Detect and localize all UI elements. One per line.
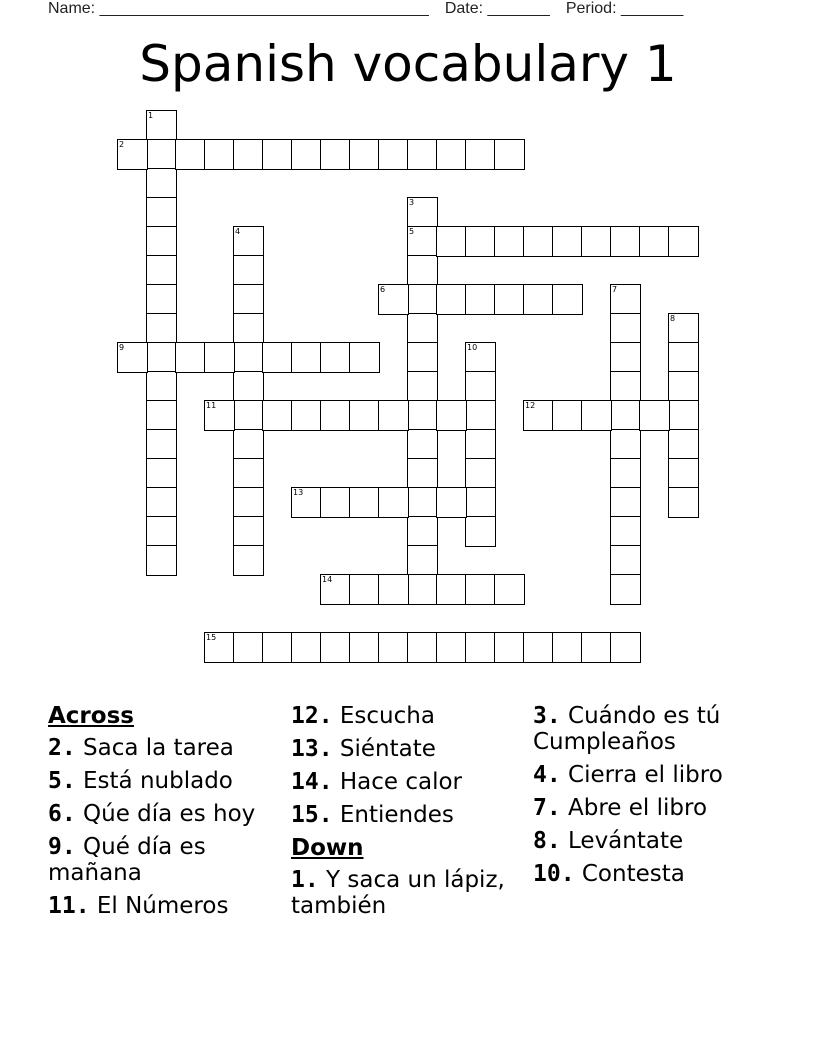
grid-cell[interactable] [611, 227, 640, 256]
grid-cell[interactable] [321, 401, 350, 430]
grid-cell[interactable] [379, 285, 408, 314]
period-label: Period: [565, 0, 617, 17]
cell-number: 12 [525, 401, 536, 410]
grid-cell[interactable] [466, 140, 495, 169]
grid-cell[interactable] [669, 488, 698, 517]
grid-cell[interactable] [205, 140, 234, 169]
grid-cell[interactable] [234, 459, 263, 488]
grid-cell[interactable] [147, 372, 176, 401]
across-heading: Across [48, 703, 134, 729]
clue-text: Levántate [560, 828, 684, 854]
clue-item [533, 703, 783, 755]
grid-cell[interactable] [321, 140, 350, 169]
grid-cell[interactable] [263, 401, 292, 430]
grid-cell[interactable] [234, 372, 263, 401]
grid-cell[interactable] [408, 401, 437, 430]
clue-item [533, 828, 783, 854]
grid-cell[interactable] [495, 575, 524, 604]
clue-item [291, 769, 526, 795]
grid-cell[interactable] [669, 314, 698, 343]
grid-cell[interactable] [292, 140, 321, 169]
clue-text: Qué día es mañana [48, 834, 206, 886]
grid-cell[interactable] [321, 488, 350, 517]
grid-cell[interactable] [147, 140, 176, 169]
grid-cell[interactable] [408, 285, 437, 314]
clue-number: 6. [48, 801, 76, 827]
grid-cell[interactable] [524, 633, 553, 662]
grid-cell[interactable] [234, 343, 263, 372]
grid-cell[interactable] [234, 285, 263, 314]
grid-cell[interactable] [350, 140, 379, 169]
grid-cell[interactable] [669, 430, 698, 459]
grid-cell[interactable] [379, 575, 408, 604]
grid-cell[interactable] [466, 430, 495, 459]
grid-cell[interactable] [437, 633, 466, 662]
grid-cell[interactable] [408, 517, 437, 546]
grid-cell[interactable] [234, 546, 263, 575]
clue-item [48, 893, 283, 919]
grid-cell[interactable] [611, 343, 640, 372]
grid-cell[interactable] [524, 285, 553, 314]
grid-cell[interactable] [147, 227, 176, 256]
date-label: Date: [444, 0, 484, 17]
grid-cell[interactable] [147, 111, 176, 140]
grid-cell[interactable] [321, 575, 350, 604]
clue-item [48, 801, 283, 827]
down-heading: Down [291, 835, 364, 861]
grid-cell[interactable] [292, 488, 321, 517]
grid-cell[interactable] [147, 256, 176, 285]
grid-cell[interactable] [147, 285, 176, 314]
clue-number: 2. [48, 735, 76, 761]
grid-cell[interactable] [640, 227, 669, 256]
grid-cell[interactable] [437, 285, 466, 314]
grid-cell[interactable] [553, 285, 582, 314]
clue-number: 5. [48, 768, 76, 794]
clue-text: Contesta [574, 861, 685, 887]
grid-cell[interactable] [205, 343, 234, 372]
clue-text: Cierra el libro [560, 762, 723, 788]
grid-cell[interactable] [437, 227, 466, 256]
grid-cell[interactable] [147, 169, 176, 198]
clue-number: 12. [291, 703, 333, 729]
grid-cell[interactable] [437, 401, 466, 430]
grid-cell[interactable] [611, 517, 640, 546]
grid-cell[interactable] [611, 372, 640, 401]
clue-number: 10. [533, 861, 575, 887]
grid-cell[interactable] [176, 343, 205, 372]
clue-text: El Números [89, 893, 229, 919]
grid-cell[interactable] [118, 343, 147, 372]
grid-cell[interactable] [582, 633, 611, 662]
grid-cell[interactable] [611, 285, 640, 314]
clue-text: Cuándo es tú Cumpleaños [533, 703, 721, 755]
cell-number: 9 [119, 343, 125, 352]
grid-cell[interactable] [466, 372, 495, 401]
grid-cell[interactable] [147, 343, 176, 372]
grid-cell[interactable] [147, 459, 176, 488]
grid-cell[interactable] [263, 343, 292, 372]
clue-item [291, 802, 526, 828]
grid-cell[interactable] [669, 372, 698, 401]
clue-text: Está nublado [75, 768, 233, 794]
grid-cell[interactable] [437, 488, 466, 517]
grid-cell[interactable] [466, 517, 495, 546]
grid-cell[interactable] [495, 633, 524, 662]
clue-text: Y saca un lápiz, también [291, 867, 505, 919]
grid-cell[interactable] [611, 488, 640, 517]
grid-cell[interactable] [466, 401, 495, 430]
grid-cell[interactable] [147, 430, 176, 459]
grid-cell[interactable] [379, 401, 408, 430]
grid-cell[interactable] [408, 546, 437, 575]
grid-cell[interactable] [408, 372, 437, 401]
grid-cell[interactable] [611, 546, 640, 575]
clue-text: Escucha [332, 703, 435, 729]
cell-number: 7 [612, 285, 618, 294]
grid-cell[interactable] [350, 633, 379, 662]
cell-number: 13 [293, 488, 304, 497]
grid-cell[interactable] [234, 256, 263, 285]
grid-cell[interactable] [118, 140, 147, 169]
clue-text: Abre el libro [560, 795, 708, 821]
clue-number: 9. [48, 834, 76, 860]
clue-number: 13. [291, 736, 333, 762]
clue-item [291, 736, 526, 762]
cell-number: 15 [206, 633, 217, 642]
grid-cell[interactable] [611, 459, 640, 488]
grid-cell[interactable] [466, 488, 495, 517]
cell-number: 14 [322, 575, 333, 584]
cell-number: 1 [148, 111, 154, 120]
grid-cell[interactable] [495, 285, 524, 314]
grid-cell[interactable] [234, 401, 263, 430]
clue-number: 8. [533, 828, 561, 854]
clue-number: 15. [291, 802, 333, 828]
grid-cell[interactable] [466, 459, 495, 488]
grid-cell[interactable] [408, 227, 437, 256]
clue-item [533, 861, 783, 887]
cell-number: 2 [119, 140, 125, 149]
grid-cell[interactable] [176, 140, 205, 169]
grid-cell[interactable] [263, 140, 292, 169]
grid-cell[interactable] [292, 633, 321, 662]
clue-number: 4. [533, 762, 561, 788]
grid-cell[interactable] [379, 488, 408, 517]
grid-cell[interactable] [350, 343, 379, 372]
cell-number: 5 [409, 227, 415, 236]
cell-number: 4 [235, 227, 241, 236]
grid-cell[interactable] [147, 488, 176, 517]
grid-cell[interactable] [611, 401, 640, 430]
grid-cell[interactable] [234, 227, 263, 256]
clue-number: 3. [533, 703, 561, 729]
page-title: Spanish vocabulary 1 [139, 35, 677, 93]
clue-column-3 [533, 703, 783, 894]
grid-cell[interactable] [234, 517, 263, 546]
clue-number: 11. [48, 893, 90, 919]
clue-text: Qúe día es hoy [75, 801, 256, 827]
grid-cell[interactable] [321, 633, 350, 662]
grid-cell[interactable] [524, 227, 553, 256]
grid-cell[interactable] [234, 430, 263, 459]
clue-item [48, 735, 283, 761]
grid-cell[interactable] [379, 140, 408, 169]
clue-text: Entiendes [332, 802, 454, 828]
grid-cell[interactable] [147, 517, 176, 546]
clue-number: 7. [533, 795, 561, 821]
clue-item [48, 834, 283, 886]
grid-cell[interactable] [640, 401, 669, 430]
cell-number: 8 [670, 314, 676, 323]
grid-cell[interactable] [553, 401, 582, 430]
grid-cell[interactable] [147, 401, 176, 430]
grid-cell[interactable] [524, 401, 553, 430]
grid-cell[interactable] [408, 140, 437, 169]
clue-number: 14. [291, 769, 333, 795]
cell-number: 6 [380, 285, 386, 294]
grid-cell[interactable] [234, 140, 263, 169]
grid-cell[interactable] [611, 633, 640, 662]
grid-cell[interactable] [408, 256, 437, 285]
grid-cell[interactable] [263, 633, 292, 662]
grid-cell[interactable] [408, 314, 437, 343]
clue-column-2 [291, 703, 526, 926]
grid-cell[interactable] [669, 459, 698, 488]
grid-cell[interactable] [234, 314, 263, 343]
clue-text: Hace calor [332, 769, 463, 795]
grid-cell[interactable] [582, 401, 611, 430]
grid-cell[interactable] [408, 343, 437, 372]
name-blank[interactable]: _____________________________________ [99, 0, 429, 17]
grid-cell[interactable] [379, 633, 408, 662]
clue-item [48, 768, 283, 794]
grid-cell[interactable] [466, 227, 495, 256]
grid-cell[interactable] [669, 227, 698, 256]
grid-cell[interactable] [611, 430, 640, 459]
grid-cell[interactable] [466, 285, 495, 314]
grid-cell[interactable] [350, 401, 379, 430]
grid-cell[interactable] [466, 633, 495, 662]
grid-cell[interactable] [292, 401, 321, 430]
clue-item [291, 867, 526, 919]
grid-cell[interactable] [611, 575, 640, 604]
clue-item [291, 703, 526, 729]
grid-cell[interactable] [408, 459, 437, 488]
grid-cell[interactable] [234, 488, 263, 517]
date-blank[interactable]: _______ [487, 0, 550, 17]
grid-cell[interactable] [495, 140, 524, 169]
grid-cell[interactable] [350, 575, 379, 604]
cell-number: 11 [206, 401, 217, 410]
grid-cell[interactable] [408, 575, 437, 604]
clue-item [533, 762, 783, 788]
period-blank[interactable]: _______ [620, 0, 684, 17]
grid-cell[interactable] [147, 314, 176, 343]
grid-cell[interactable] [495, 227, 524, 256]
grid-cell[interactable] [669, 401, 698, 430]
grid-cell[interactable] [611, 314, 640, 343]
grid-cell[interactable] [234, 633, 263, 662]
grid-cell[interactable] [408, 633, 437, 662]
clue-text: Saca la tarea [75, 735, 234, 761]
clue-item [533, 795, 783, 821]
clue-column-1 [48, 703, 283, 926]
name-label: Name: [48, 0, 96, 17]
grid-cell[interactable] [205, 401, 234, 430]
grid-cell[interactable] [553, 633, 582, 662]
grid-cell[interactable] [466, 343, 495, 372]
grid-cell[interactable] [205, 633, 234, 662]
grid-cell[interactable] [466, 575, 495, 604]
grid-cell[interactable] [292, 343, 321, 372]
cell-number: 10 [467, 343, 478, 352]
clue-text: Siéntate [332, 736, 436, 762]
grid-cell[interactable] [147, 198, 176, 227]
grid-cell[interactable] [147, 546, 176, 575]
grid-cell[interactable] [408, 198, 437, 227]
grid-cell[interactable] [582, 227, 611, 256]
clue-number: 1. [291, 867, 319, 893]
grid-cell[interactable] [350, 488, 379, 517]
grid-cell[interactable] [669, 343, 698, 372]
grid-cell[interactable] [437, 575, 466, 604]
grid-cell[interactable] [553, 227, 582, 256]
grid-cell[interactable] [408, 488, 437, 517]
cell-number: 3 [409, 198, 415, 207]
grid-cell[interactable] [408, 430, 437, 459]
grid-cell[interactable] [321, 343, 350, 372]
grid-cell[interactable] [437, 140, 466, 169]
